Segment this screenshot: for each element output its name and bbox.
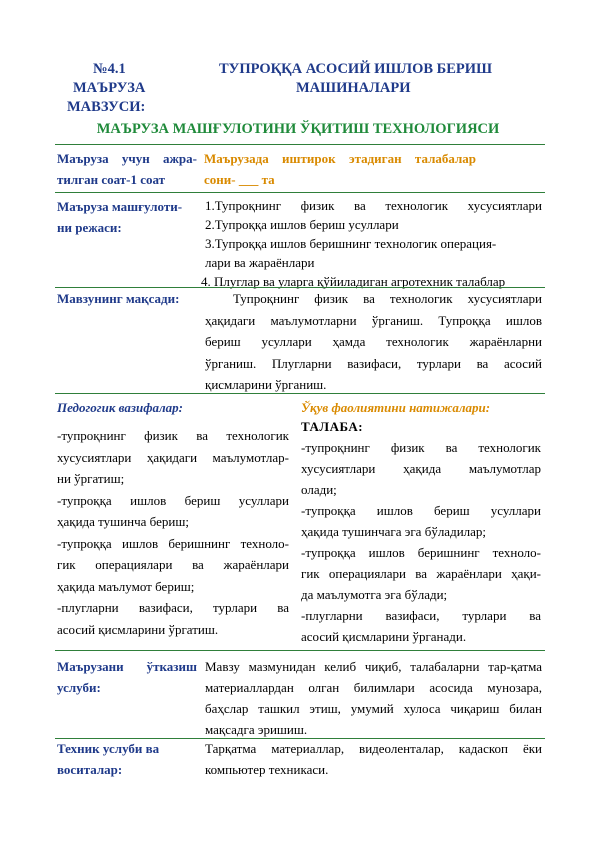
task-line: гик операциялари ва жараёнлари <box>57 557 289 572</box>
plan-item: 3.Тупроққа ишлов беришнинг технологик операция- <box>205 236 497 251</box>
method-label-line-2: услуби: <box>57 680 101 695</box>
result-line: асосий қисмларини ўрганади. <box>301 629 467 644</box>
plan-item: лари ва жараёнлари <box>205 255 315 270</box>
students-count-line-1: Маърузада иштирок этадиган талабалар <box>204 151 476 166</box>
result-line: -тупроққа ишлов беришнинг техноло- <box>301 545 541 560</box>
tools-line: Тарқатма материаллар, видеоленталар, кадаскоп ёки <box>205 741 542 756</box>
tools-label-line-1: Техник услуби ва <box>57 741 160 756</box>
hours-label-line-2: тилган соат-1 соат <box>57 172 166 187</box>
goal-line: ўрганиш. Плугларни вазифаси, турлари ва асосий <box>205 355 542 371</box>
results-list <box>301 437 541 647</box>
goal-line: Тупроқнинг физик ва технологик хусусиятлари <box>233 291 542 306</box>
plan-item: 1.Тупроқнинг физик ва технологик хусусиятлари <box>205 198 542 213</box>
divider-1 <box>55 144 545 145</box>
task-line: асосий қисмларини ўргатиш. <box>57 621 219 637</box>
hours-label-line-1: Маъруза учун ажра- <box>57 151 197 166</box>
result-line: гик операциялари ва жараёнлари ҳақи- <box>301 566 541 581</box>
tools-label-line-2: воситалар: <box>57 762 123 777</box>
title-line-2: МАШИНАЛАРИ <box>296 80 411 96</box>
divider-5 <box>55 650 545 651</box>
students-count-line-2: сони- ___ та <box>204 172 275 187</box>
plan-item: 2.Тупроққа ишлов бериш усуллари <box>205 217 399 232</box>
task-line: -тупроқнинг физик ва технологик <box>57 428 289 443</box>
result-line: ҳақида тушинчага эга бўладилар; <box>301 524 487 539</box>
lecture-label: МАЪРУЗА <box>73 80 146 96</box>
results-student-label: ТАЛАБА: <box>301 419 364 434</box>
task-line: -тупроққа ишлов беришнинг техноло- <box>57 535 289 551</box>
method-line: баҳслар ташкил этиш, умумий хулоса чиқариш билан <box>205 701 542 716</box>
plan-label-line-2: ни режаси: <box>57 220 122 235</box>
task-line: -плугларни вазифаси, турлари ва <box>57 600 289 615</box>
results-heading: Ўқув фаолиятини натижалари: <box>301 400 491 415</box>
task-line: ҳақида тушинча бериш; <box>57 514 189 529</box>
plan-item: 4. Плуглар ва уларга қўйиладиган агротехник талаблар <box>201 274 506 289</box>
lecture-number: №4.1 <box>93 61 126 77</box>
method-label-line-1: Маърузани ўтказиш <box>57 659 197 674</box>
result-line: олади; <box>301 482 337 497</box>
task-line: ҳақида маълумот бериш; <box>57 578 195 594</box>
goal-line: бериш усуллари ҳамда технологик жараёнларни <box>205 334 542 349</box>
method-text <box>205 656 542 740</box>
tasks-heading: Педогогик вазифалар: <box>57 400 184 415</box>
goal-text <box>205 288 542 396</box>
result-line: -тупроқнинг физик ва технологик <box>301 440 541 455</box>
goal-label: Мавзунинг мақсади: <box>57 291 180 306</box>
result-line: -тупроққа ишлов бериш усуллари <box>301 503 541 518</box>
goal-line: ҳақидаги маълумотларни ўрганиш. Тупроққа ишлов <box>205 312 542 328</box>
tasks-list <box>57 425 289 640</box>
method-line: мақсадга эришиш. <box>205 722 308 737</box>
page-subtitle: МАЪРУЗА МАШҒУЛОТИНИ ЎҚИТИШ ТЕХНОЛОГИЯСИ <box>96 121 500 137</box>
title-line-1: ТУПРОҚҚА АСОСИЙ ИШЛОВ БЕРИШ <box>219 61 492 77</box>
goal-line: қисмларини ўрганиш. <box>205 377 327 392</box>
method-line: Мавзу мазмунидан келиб чиқиб, талабаларни тар-қатма <box>205 659 542 674</box>
plan-list <box>201 196 542 291</box>
result-line: хусусиятлари ҳақида маълумотлар <box>301 461 541 476</box>
divider-2 <box>55 192 545 193</box>
divider-4 <box>55 393 545 394</box>
task-line: ни ўргатиш; <box>57 471 125 486</box>
method-line: материаллардан олган билимлари асосида мунозара, <box>205 680 542 695</box>
result-line: да маълумотга эга бўлади; <box>301 587 448 602</box>
task-line: -тупроққа ишлов бериш усуллари <box>57 492 289 508</box>
result-line: -плугларни вазифаси, турлари ва <box>301 608 541 623</box>
topic-label: МАВЗУСИ: <box>67 99 146 115</box>
tools-text <box>205 738 542 780</box>
task-line: хусусиятлари ҳақидаги маълумотлар- <box>57 449 289 465</box>
tools-line: компьютер техникаси. <box>205 762 329 777</box>
plan-label-line-1: Маъруза машғулоти- <box>57 199 183 214</box>
